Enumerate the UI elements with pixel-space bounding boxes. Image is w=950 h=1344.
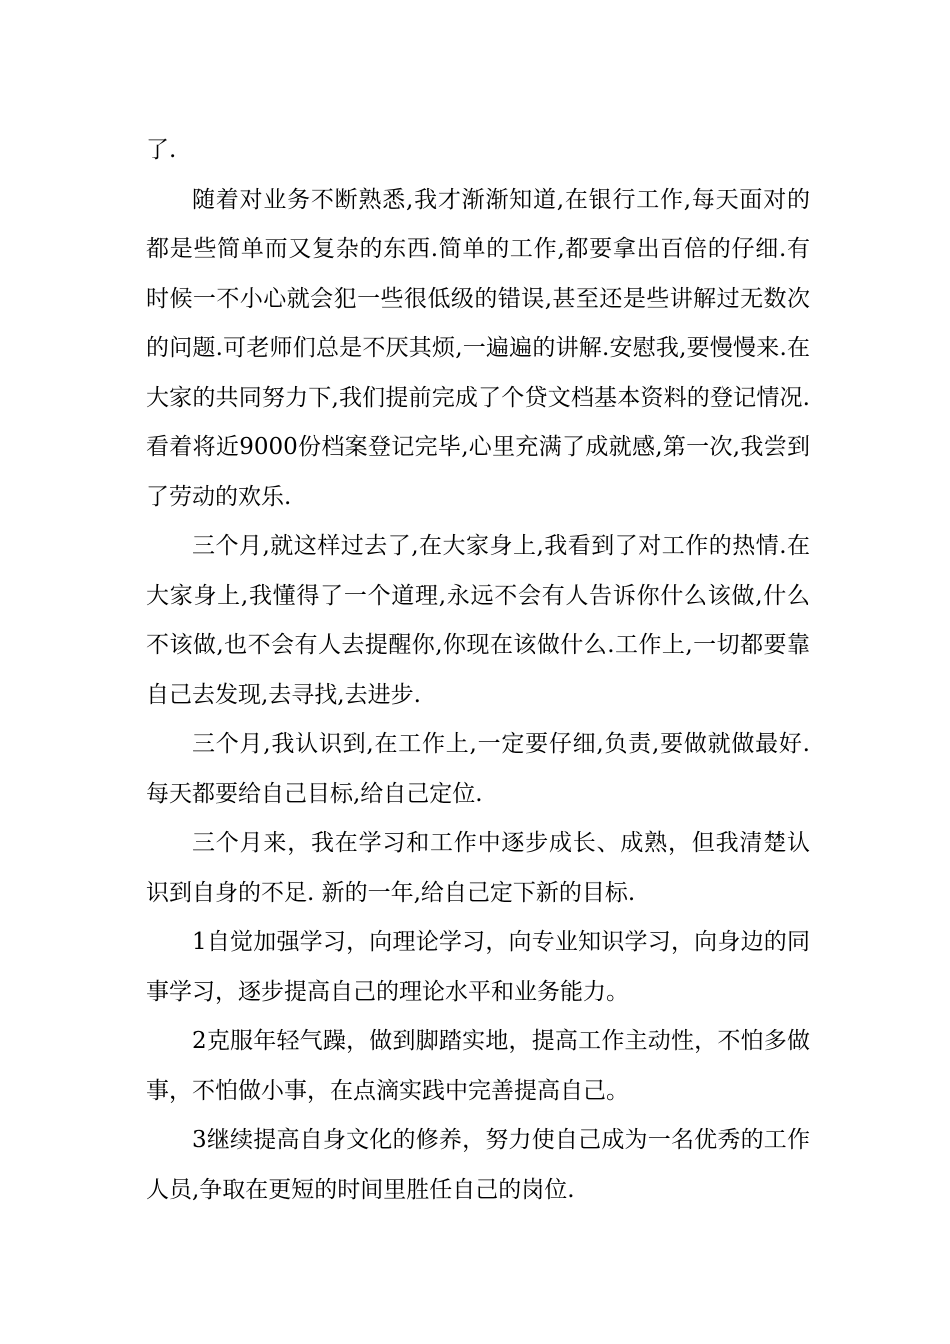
paragraph-goal-2: 2克服年轻气躁，做到脚踏实地，提高工作主动性，不怕多做事，不怕做小事，在点滴实践中完善提高自己。 [146, 1028, 810, 1104]
paragraph-goal-1: 1自觉加强学习，向理论学习，向专业知识学习，向身边的同事学习，逐步提高自己的理论水平和业务能力。 [146, 929, 810, 1005]
paragraph-three-months-passed: 三个月,就这样过去了,在大家身上,我看到了对工作的热情.在大家身上,我懂得了一个道理,永远不会有人告诉你什么该做,什么不该做,也不会有人去提醒你,你现在该做什么.工作上,一切都要靠自己去发现,去寻找,去进步. [146, 533, 810, 708]
document-page [146, 126, 810, 1215]
paragraph-business-familiarity: 随着对业务不断熟悉,我才渐渐知道,在银行工作,每天面对的都是些简单而又复杂的东西.简单的工作,都要拿出百倍的仔细.有时候一不小心就会犯一些很低级的错误,甚至还是些讲解过无数次的问题.可老师们总是不厌其烦,一遍遍的讲解.安慰我,要慢慢来.在大家的共同努力下,我们提前完成了个贷文档基本资料的登记情况.看着将近9000份档案登记完毕,心里充满了成就感,第一次,我尝到了劳动的欢乐. [146, 186, 810, 510]
paragraph-goal-3: 3继续提高自身文化的修养，努力使自己成为一名优秀的工作人员,争取在更短的时间里胜任自己的岗位. [146, 1127, 810, 1203]
paragraph-growth-and-goals: 三个月来，我在学习和工作中逐步成长、成熟，但我清楚认识到自身的不足. 新的一年,给自己定下新的目标. [146, 830, 810, 906]
paragraph-continuation: 了. [146, 137, 177, 163]
paragraph-three-months-realization: 三个月,我认识到,在工作上,一定要仔细,负责,要做就做最好.每天都要给自己目标,给自己定位. [146, 731, 810, 807]
